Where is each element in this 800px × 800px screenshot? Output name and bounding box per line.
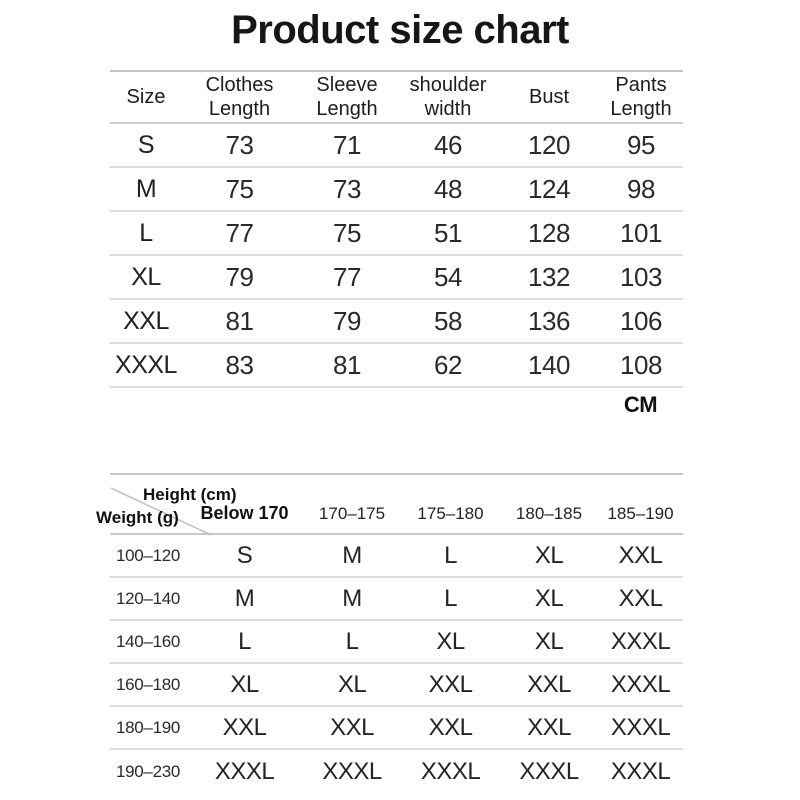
fit-row-120-140 xyxy=(110,578,683,621)
table-cell: XXXL xyxy=(322,757,382,785)
size-label: XXL xyxy=(123,306,169,335)
table-cell: 62 xyxy=(434,349,462,380)
table-cell: XL xyxy=(230,670,259,698)
size-label: M xyxy=(135,174,157,203)
size-measurements-table xyxy=(110,70,683,388)
size-row-m xyxy=(110,168,683,212)
table-cell: 79 xyxy=(333,305,361,336)
weight-range-label: 100–120 xyxy=(115,545,181,565)
column-header-shoulder-width: shoulder width xyxy=(409,74,487,120)
table-cell: XL xyxy=(534,627,564,655)
corner-label-weight: Weight (g) xyxy=(96,508,179,527)
table-cell: XXXL xyxy=(610,713,671,741)
table-cell: XL xyxy=(436,627,465,655)
table-cell: 51 xyxy=(434,217,462,248)
size-label: L xyxy=(139,218,153,247)
table-cell: 81 xyxy=(333,349,361,380)
table-cell: 79 xyxy=(225,261,254,292)
table-cell: M xyxy=(234,584,255,612)
table-cell: 77 xyxy=(333,261,361,292)
fit-row-140-160 xyxy=(110,621,683,664)
table-cell: S xyxy=(236,541,253,569)
table-cell: L xyxy=(238,627,251,655)
table-cell: 58 xyxy=(434,305,462,336)
diagonal-corner-cell xyxy=(96,475,237,533)
table-cell: M xyxy=(342,584,362,612)
size-row-s xyxy=(110,124,683,168)
unit-label: CM xyxy=(623,392,658,417)
height-weight-fit-table xyxy=(96,473,683,793)
table-cell: 108 xyxy=(620,349,662,380)
table-cell: 73 xyxy=(225,129,254,160)
column-header-175-180: 175–180 xyxy=(417,504,484,523)
weight-range-label: 120–140 xyxy=(115,588,181,608)
table-cell: 140 xyxy=(528,349,570,380)
column-header-pants-length: Pants Length xyxy=(610,74,672,120)
column-header-bust: Bust xyxy=(528,86,570,108)
table-cell: 48 xyxy=(434,173,462,204)
table-cell: 128 xyxy=(528,217,570,248)
table-cell: XXXL xyxy=(214,757,275,785)
size-row-xxxl xyxy=(110,344,683,388)
size-table-header-row xyxy=(110,72,683,124)
size-row-l xyxy=(110,212,683,256)
table-cell: 71 xyxy=(333,129,361,160)
fit-row-190-230 xyxy=(110,750,683,793)
table-cell: XXL xyxy=(618,541,663,569)
table-cell: 106 xyxy=(620,305,662,336)
table-cell: XXXL xyxy=(519,757,579,785)
table-cell: XXL xyxy=(428,713,473,741)
column-header-170-175: 170–175 xyxy=(318,504,386,523)
table-cell: 75 xyxy=(225,173,254,204)
weight-range-label: 190–230 xyxy=(115,761,181,781)
table-cell: 73 xyxy=(333,173,361,204)
table-cell: 124 xyxy=(528,173,570,204)
table-cell: 83 xyxy=(225,349,254,380)
table-cell: 77 xyxy=(225,217,254,248)
table-cell: L xyxy=(345,627,359,655)
column-header-below-170: Below 170 xyxy=(200,503,289,523)
fit-row-160-180 xyxy=(110,664,683,707)
table-cell: XXL xyxy=(330,713,374,741)
table-cell: XXXL xyxy=(610,627,671,655)
table-cell: 132 xyxy=(528,261,570,292)
table-cell: XXL xyxy=(618,584,663,612)
table-cell: XXL xyxy=(222,713,267,741)
page-title: Product size chart xyxy=(231,8,569,52)
column-header-clothes-length: Clothes Length xyxy=(205,74,274,120)
table-cell: 81 xyxy=(225,305,254,336)
table-cell: L xyxy=(444,541,457,569)
column-header-180-185: 180–185 xyxy=(515,504,583,523)
table-cell: XXL xyxy=(527,670,571,698)
table-cell: L xyxy=(444,584,457,612)
table-cell: XXL xyxy=(527,713,571,741)
fit-row-100-120 xyxy=(110,535,683,578)
weight-range-label: 140–160 xyxy=(115,631,181,651)
table-cell: XL xyxy=(337,670,367,698)
size-row-xl xyxy=(110,256,683,300)
table-cell: 101 xyxy=(620,217,662,248)
table-cell: 98 xyxy=(627,173,655,204)
column-header-size: Size xyxy=(126,86,166,108)
table-cell: XXL xyxy=(428,670,473,698)
table-cell: XXXL xyxy=(610,757,671,785)
size-label: XL xyxy=(131,262,161,291)
fit-row-180-190 xyxy=(110,707,683,750)
table-cell: 75 xyxy=(333,217,361,248)
size-label: S xyxy=(137,130,155,159)
size-label: XXXL xyxy=(115,350,177,379)
table-cell: 103 xyxy=(620,261,662,292)
weight-range-label: 160–180 xyxy=(115,674,181,694)
table-cell: 95 xyxy=(627,129,655,160)
fit-table-header-row xyxy=(96,475,683,535)
table-cell: XL xyxy=(534,541,564,569)
table-cell: XXXL xyxy=(610,670,671,698)
column-header-185-190: 185–190 xyxy=(607,504,674,523)
table-cell: 136 xyxy=(528,305,570,336)
table-cell: 54 xyxy=(434,261,462,292)
table-cell: XXXL xyxy=(420,757,481,785)
column-header-sleeve-length: Sleeve Length xyxy=(316,74,378,120)
size-row-xxl xyxy=(110,300,683,344)
table-cell: 46 xyxy=(434,129,462,160)
corner-label-height: Height (cm) xyxy=(143,485,237,504)
table-cell: 120 xyxy=(528,129,570,160)
table-cell: M xyxy=(342,541,362,569)
weight-range-label: 180–190 xyxy=(115,717,181,737)
table-cell: XL xyxy=(534,584,564,612)
